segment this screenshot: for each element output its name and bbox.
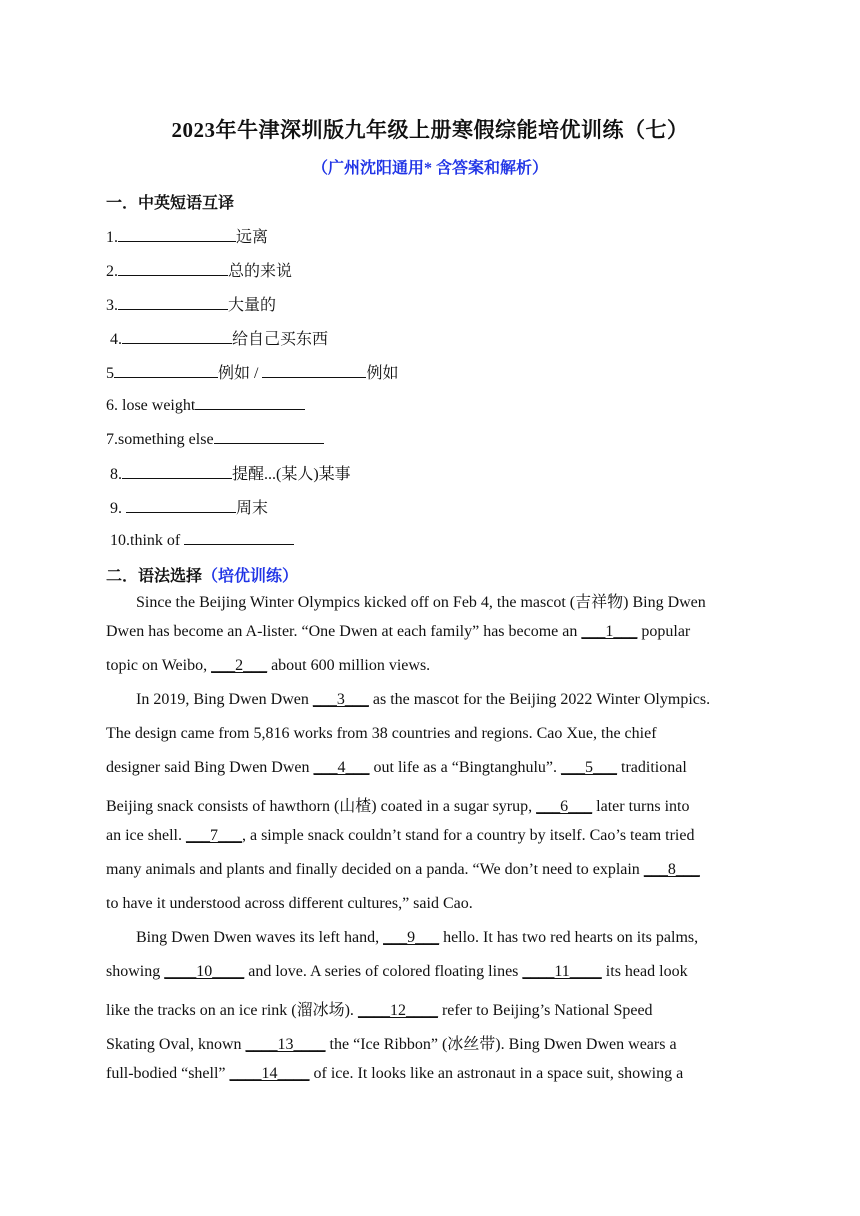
answer-blank[interactable] <box>114 362 218 378</box>
answer-blank[interactable] <box>262 362 366 378</box>
phrase-item-meaning: 远离 <box>236 229 269 246</box>
page-subtitle: （广州沈阳通用* 含答案和解析） <box>311 160 548 177</box>
gap-blank[interactable]: ___8___ <box>643 861 700 878</box>
phrase-item <box>106 360 398 383</box>
phrase-item <box>106 495 268 518</box>
phrase-item <box>106 326 328 349</box>
phrase-item-prompt: 2. <box>106 263 118 280</box>
phrase-item <box>106 258 292 281</box>
gap-blank[interactable]: ____10____ <box>164 963 245 980</box>
phrase-item-prompt: 7.something else <box>106 431 214 448</box>
gap-blank[interactable]: ___5___ <box>561 759 618 776</box>
passage-text: like the tracks on an ice rink (溜冰场). <box>106 1002 358 1019</box>
passage-text: full-bodied “shell” <box>106 1065 230 1082</box>
section-heading-text: 一．中英短语互译 <box>106 195 235 212</box>
passage-line <box>106 1065 683 1083</box>
gap-blank[interactable]: ___4___ <box>313 759 370 776</box>
passage-line <box>106 861 700 879</box>
passage-line <box>106 725 657 743</box>
answer-blank[interactable] <box>126 497 236 513</box>
phrase-item <box>106 292 276 315</box>
phrase-item <box>106 428 324 449</box>
answer-blank[interactable] <box>118 294 228 310</box>
passage-line <box>106 759 687 777</box>
section-heading-note: （培优训练） <box>202 568 299 585</box>
phrase-item-meaning: 大量的 <box>228 297 277 314</box>
passage-text: as the mascot for the Beijing 2022 Winter Olympics. <box>368 691 711 708</box>
phrase-item-meaning: 给自己买东西 <box>232 331 329 348</box>
answer-blank[interactable] <box>214 428 324 444</box>
section-heading-1 <box>106 190 234 213</box>
answer-blank[interactable] <box>122 328 232 344</box>
phrase-item-meaning: 提醒...(某人)某事 <box>232 466 351 483</box>
passage-text: Bing Dwen Dwen waves its left hand, <box>136 929 384 946</box>
passage-text: topic on Weibo, <box>106 657 212 674</box>
gap-blank[interactable]: ____14____ <box>229 1065 310 1082</box>
passage-text: hello. It has two red hearts on its palms, <box>439 929 699 946</box>
answer-blank[interactable] <box>122 463 232 479</box>
gap-blank[interactable]: ____12____ <box>357 1002 438 1019</box>
section-heading-2 <box>106 563 298 586</box>
passage-text: about 600 million views. <box>267 657 431 674</box>
section-heading-text: 二．语法选择 <box>106 568 203 585</box>
passage-text: , a simple snack couldn’t stand for a country by itself. Cao’s team tried <box>241 827 695 844</box>
passage-text: Beijing snack consists of hawthorn (山楂) coated in a sugar syrup, <box>106 798 537 815</box>
answer-blank[interactable] <box>118 260 228 276</box>
passage-text: In 2019, Bing Dwen Dwen <box>136 691 313 708</box>
gap-blank[interactable]: ___7___ <box>185 827 242 844</box>
passage-text: popular <box>637 623 691 640</box>
passage-line <box>106 895 473 913</box>
phrase-item-prompt: 3. <box>106 297 118 314</box>
passage-line <box>136 691 710 709</box>
page-title: 2023年牛津深圳版九年级上册寒假综能培优训练（七） <box>171 118 689 142</box>
passage-text: and love. A series of colored floating lines <box>244 963 523 980</box>
gap-blank[interactable]: ___3___ <box>312 691 369 708</box>
passage-line <box>106 657 430 675</box>
passage-text: its head look <box>601 963 688 980</box>
phrase-item-prompt: 1. <box>106 229 118 246</box>
passage-line <box>136 929 698 947</box>
passage-text: of ice. It looks like an astronaut in a space suit, showing a <box>309 1065 684 1082</box>
phrase-item-meaning: 周末 <box>236 500 269 517</box>
phrase-item-middle: 例如 / <box>218 365 263 382</box>
answer-blank[interactable] <box>118 226 236 242</box>
phrase-item <box>106 461 351 484</box>
passage-text: Since the Beijing Winter Olympics kicked off on Feb 4, the mascot (吉祥物) Bing Dwen <box>136 594 706 611</box>
passage-text: refer to Beijing’s National Speed <box>437 1002 653 1019</box>
gap-blank[interactable]: ___9___ <box>383 929 440 946</box>
gap-blank[interactable]: ___1___ <box>581 623 638 640</box>
phrase-item-prompt: 8. <box>106 466 122 483</box>
answer-blank[interactable] <box>195 394 305 410</box>
phrase-item-prompt: 9. <box>106 500 126 517</box>
passage-text: The design came from 5,816 works from 38 countries and regions. Cao Xue, the chief <box>106 725 657 742</box>
phrase-item-prompt: 10.think of <box>106 532 185 549</box>
gap-blank[interactable]: ___2___ <box>211 657 268 674</box>
gap-blank[interactable]: ____11____ <box>522 963 602 980</box>
phrase-item-prompt: 5 <box>106 365 114 382</box>
phrase-item-meaning: 例如 <box>366 365 399 382</box>
passage-text: to have it understood across different cultures,” said Cao. <box>106 895 473 912</box>
passage-line <box>136 589 706 612</box>
passage-text: the “Ice Ribbon” (冰丝带). Bing Dwen Dwen wears a <box>325 1036 677 1053</box>
phrase-item <box>106 529 294 550</box>
passage-line <box>106 997 653 1020</box>
passage-line <box>106 827 694 845</box>
answer-blank[interactable] <box>184 529 294 545</box>
phrase-item-prompt: 6. lose weight <box>106 397 196 414</box>
passage-line <box>106 963 688 981</box>
phrase-item-prompt: 4. <box>106 331 122 348</box>
gap-blank[interactable]: ___6___ <box>536 798 593 815</box>
phrase-item-meaning: 总的来说 <box>228 263 293 280</box>
passage-line <box>106 1031 677 1054</box>
phrase-item <box>106 224 268 247</box>
passage-text: out life as a “Bingtanghulu”. <box>369 759 562 776</box>
passage-line <box>106 623 690 641</box>
passage-text: designer said Bing Dwen Dwen <box>106 759 314 776</box>
passage-text: Skating Oval, known <box>106 1036 246 1053</box>
passage-text: showing <box>106 963 165 980</box>
passage-text: an ice shell. <box>106 827 186 844</box>
phrase-item <box>106 394 305 415</box>
passage-line <box>106 793 689 816</box>
gap-blank[interactable]: ____13____ <box>245 1036 326 1053</box>
passage-text: many animals and plants and finally decided on a panda. “We don’t need to explain <box>106 861 644 878</box>
passage-text: traditional <box>617 759 687 776</box>
passage-text: Dwen has become an A-lister. “One Dwen at each family” has become an <box>106 623 582 640</box>
passage-text: later turns into <box>592 798 690 815</box>
